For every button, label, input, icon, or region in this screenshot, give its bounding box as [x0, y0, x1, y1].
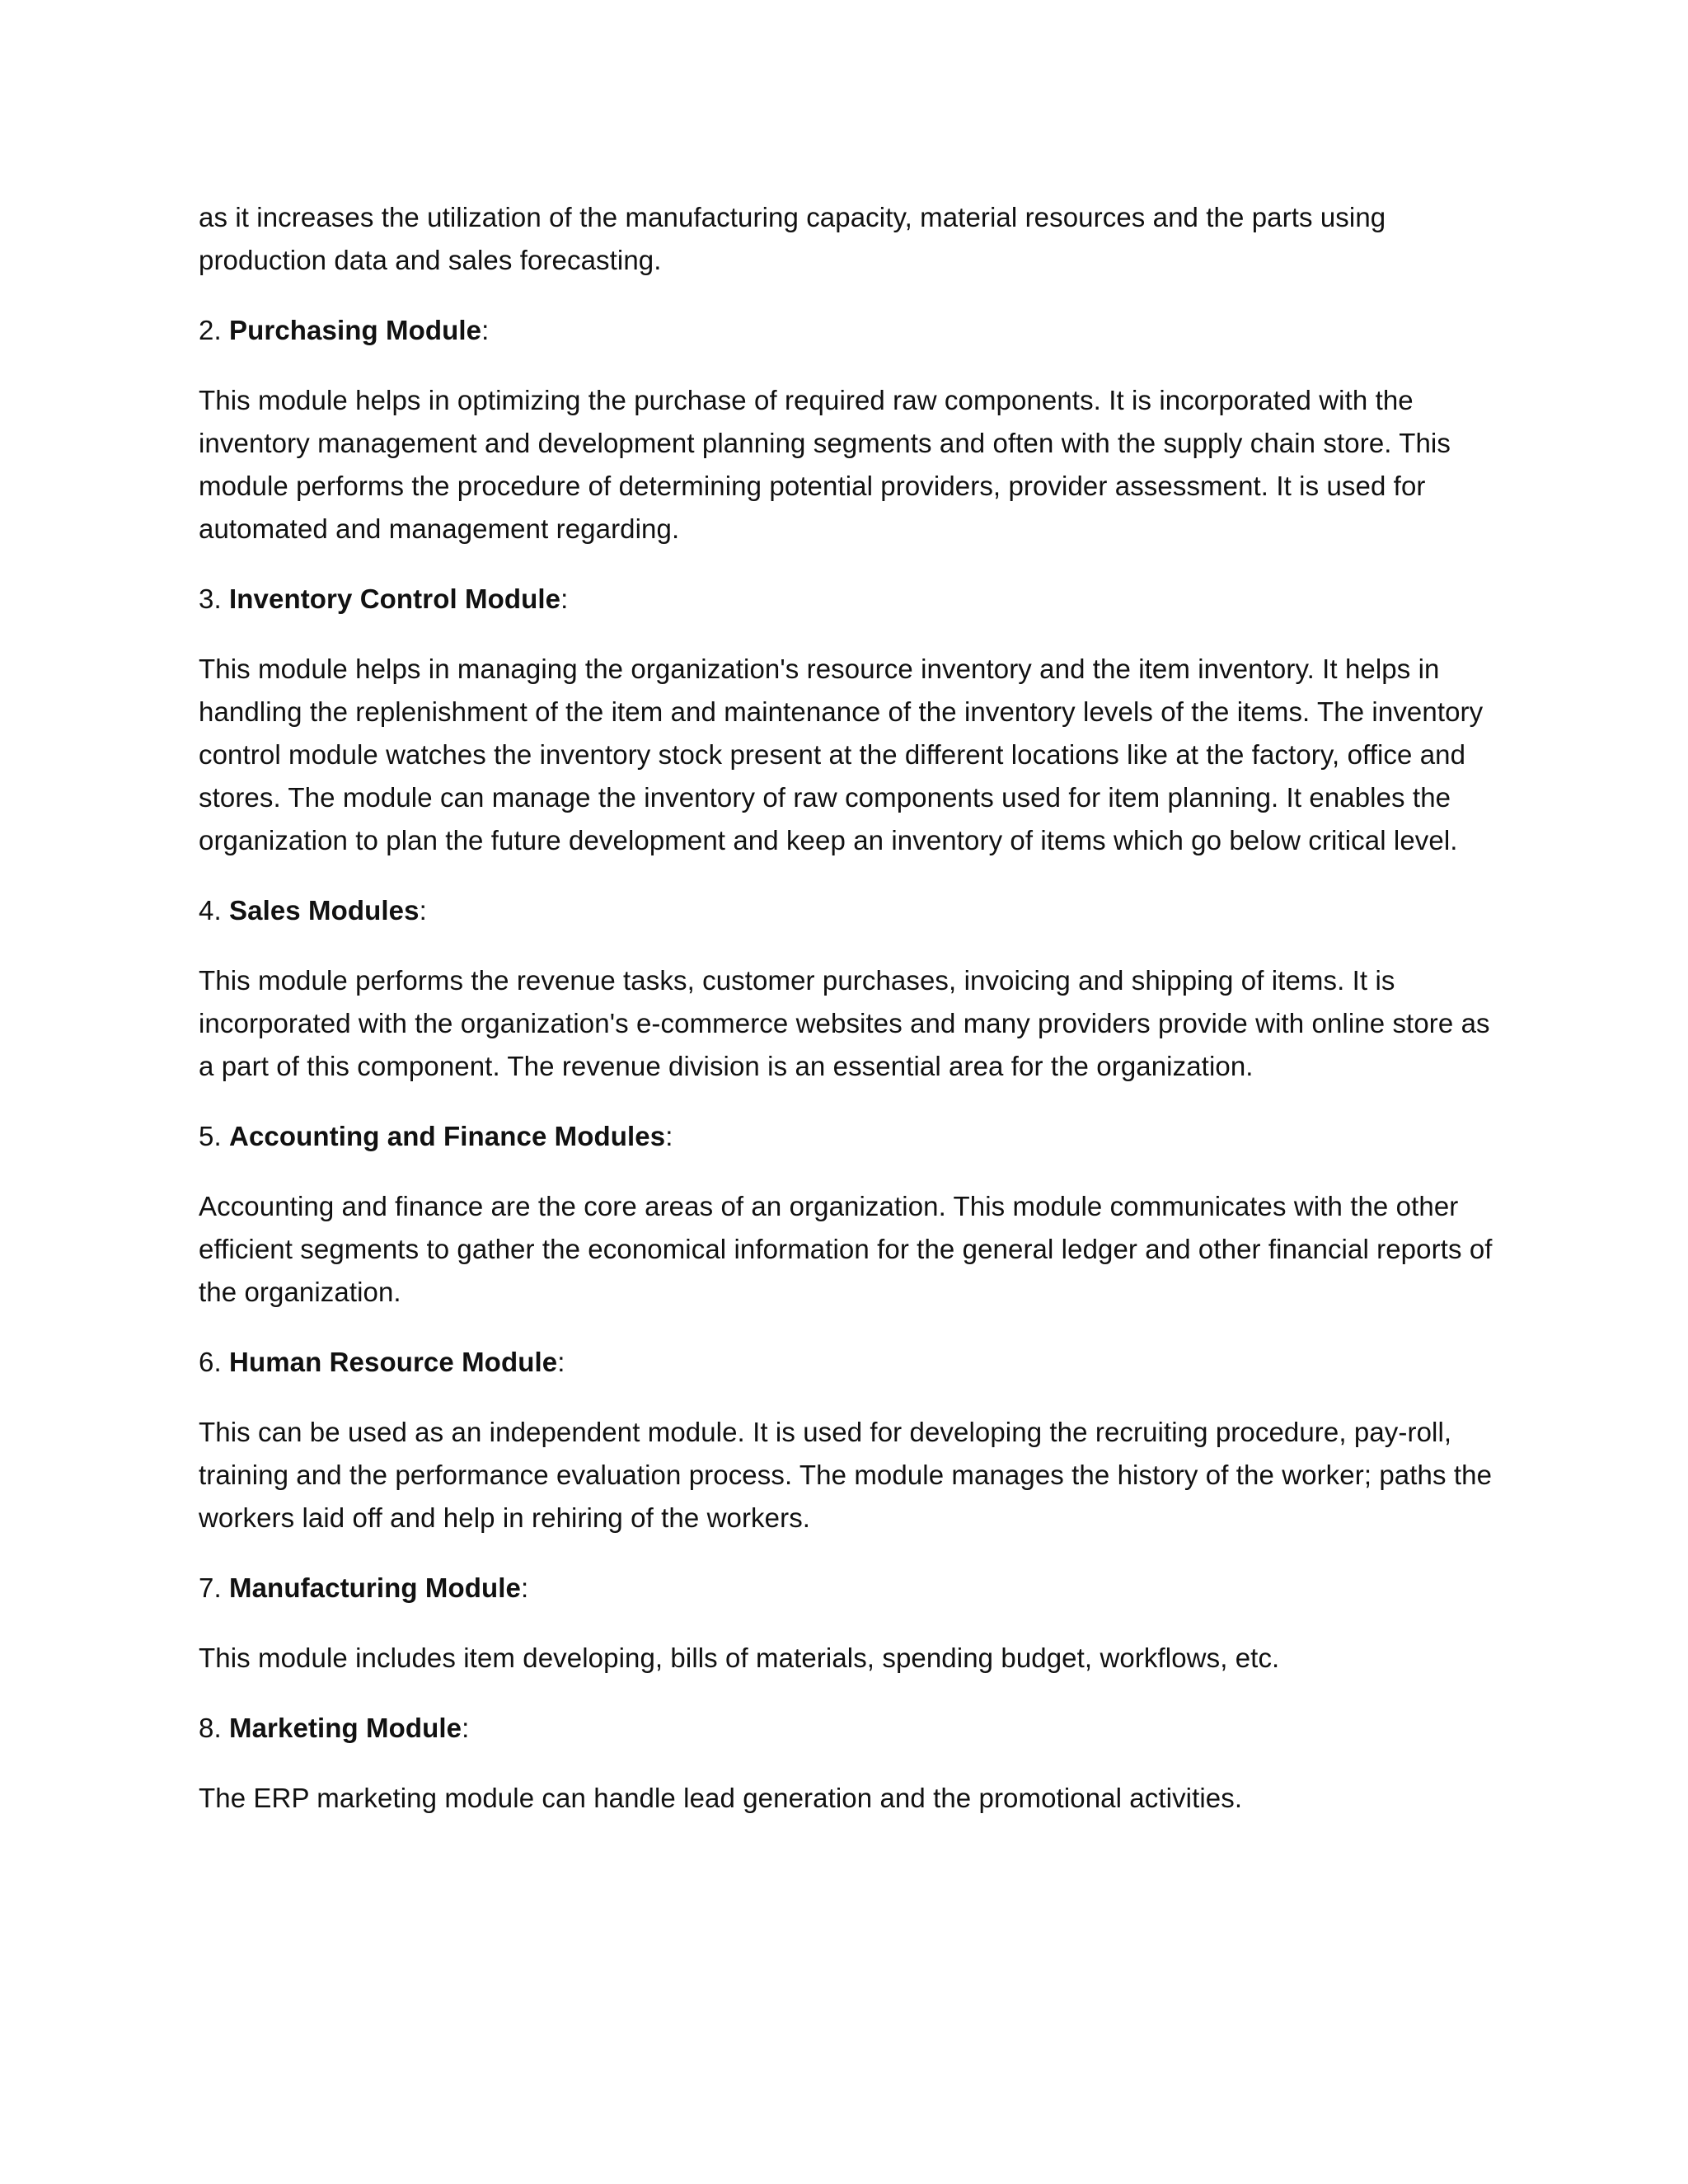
section-number: 6.: [199, 1347, 222, 1377]
section-heading-accounting-finance: [199, 1115, 1501, 1158]
section-number: 2.: [199, 315, 222, 345]
section-body-manufacturing: This module includes item developing, bills of materials, spending budget, workflows, etc.: [199, 1643, 1280, 1673]
intro-paragraph: as it increases the utilization of the manufacturing capacity, material resources and the parts using production data and sales forecasting.: [199, 202, 1386, 275]
section-title: Marketing Module: [229, 1713, 462, 1743]
section-body-sales: This module performs the revenue tasks, customer purchases, invoicing and shipping of items. It is incorporated with the organization's e-commerce websites and many providers provide with online store as a part of this component. The revenue division is an essential area for the organization.: [199, 965, 1490, 1081]
section-suffix: :: [521, 1572, 529, 1603]
section-number: 7.: [199, 1572, 222, 1603]
section-number: 8.: [199, 1713, 222, 1743]
section-title: Inventory Control Module: [229, 583, 561, 614]
section-suffix: :: [419, 895, 427, 926]
section-suffix: :: [481, 315, 490, 345]
section-body-human-resource: This can be used as an independent module. It is used for developing the recruiting procedure, pay-roll, training and the performance evaluation process. The module manages the history of the worker; paths the workers laid off and help in rehiring of the workers.: [199, 1417, 1493, 1533]
document-body: [199, 196, 1501, 1847]
section-heading-marketing: [199, 1707, 1501, 1750]
section-title: Human Resource Module: [229, 1347, 558, 1377]
section-number: 5.: [199, 1121, 222, 1151]
section-body-marketing: The ERP marketing module can handle lead generation and the promotional activities.: [199, 1783, 1243, 1813]
section-title: Sales Modules: [229, 895, 420, 926]
section-body-accounting-finance: Accounting and finance are the core areas of an organization. This module communicates with the other efficient segments to gather the economical information for the general ledger and other financial reports of the organization.: [199, 1191, 1493, 1307]
section-heading-sales: [199, 889, 1501, 932]
section-suffix: :: [557, 1347, 565, 1377]
section-body-purchasing: This module helps in optimizing the purchase of required raw components. It is incorporated with the inventory management and development planning segments and often with the supply chain store. This module performs the procedure of determining potential providers, provider assessment. It is used for automated and management regarding.: [199, 385, 1451, 544]
section-suffix: :: [462, 1713, 470, 1743]
section-heading-human-resource: [199, 1341, 1501, 1384]
section-title: Purchasing Module: [229, 315, 482, 345]
section-suffix: :: [560, 583, 569, 614]
section-heading-purchasing: [199, 309, 1501, 352]
section-title: Accounting and Finance Modules: [229, 1121, 666, 1151]
section-title: Manufacturing Module: [229, 1572, 521, 1603]
section-suffix: :: [665, 1121, 673, 1151]
section-body-inventory-control: This module helps in managing the organization's resource inventory and the item inventory. It helps in handling the replenishment of the item and maintenance of the inventory levels of the items. The inventory control module watches the inventory stock present at the different locations like at the factory, office and stores. The module can manage the inventory of raw components used for item planning. It enables the organization to plan the future development and keep an inventory of items which go below critical level.: [199, 654, 1484, 855]
section-heading-inventory-control: [199, 578, 1501, 621]
section-number: 4.: [199, 895, 222, 926]
section-number: 3.: [199, 583, 222, 614]
section-heading-manufacturing: [199, 1567, 1501, 1610]
